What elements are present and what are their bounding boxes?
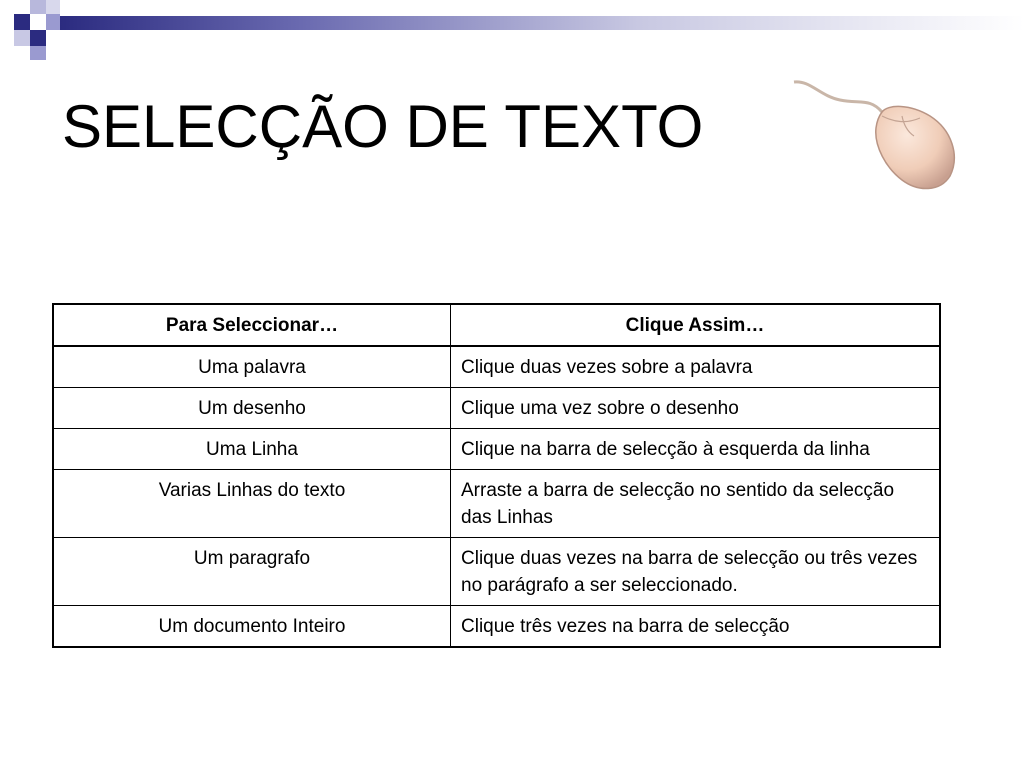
table-row [53, 346, 940, 388]
computer-mouse-icon [790, 76, 962, 196]
table-row [53, 470, 940, 538]
decor-square [46, 14, 60, 30]
decor-square [30, 30, 46, 46]
header-para-seleccionar: Para Seleccionar… [53, 304, 451, 346]
decorative-header [0, 0, 1024, 70]
row-action: Clique na barra de selecção à esquerda da linha [451, 429, 941, 470]
table-row [53, 388, 940, 429]
row-action: Clique duas vezes na barra de selecção ou três vezes no parágrafo a ser seleccionado. [451, 538, 941, 606]
row-target: Varias Linhas do texto [53, 470, 451, 538]
row-target: Um paragrafo [53, 538, 451, 606]
table-header-row [53, 304, 940, 346]
row-target: Uma Linha [53, 429, 451, 470]
selection-table [52, 303, 941, 648]
table-row [53, 538, 940, 606]
decor-square [30, 46, 46, 60]
row-action: Clique duas vezes sobre a palavra [451, 346, 941, 388]
decor-square [14, 14, 30, 30]
decor-square [14, 30, 30, 46]
row-action: Clique três vezes na barra de selecção [451, 606, 941, 648]
table-row [53, 429, 940, 470]
row-target: Uma palavra [53, 346, 451, 388]
header-clique-assim: Clique Assim… [451, 304, 941, 346]
row-action: Arraste a barra de selecção no sentido da selecção das Linhas [451, 470, 941, 538]
page-title: SELECÇÃO DE TEXTO [62, 93, 704, 160]
decor-square [30, 0, 46, 14]
decor-gradient-bar [60, 16, 1024, 30]
decor-square [46, 0, 60, 14]
table-row [53, 606, 940, 648]
row-target: Um documento Inteiro [53, 606, 451, 648]
row-action: Clique uma vez sobre o desenho [451, 388, 941, 429]
row-target: Um desenho [53, 388, 451, 429]
